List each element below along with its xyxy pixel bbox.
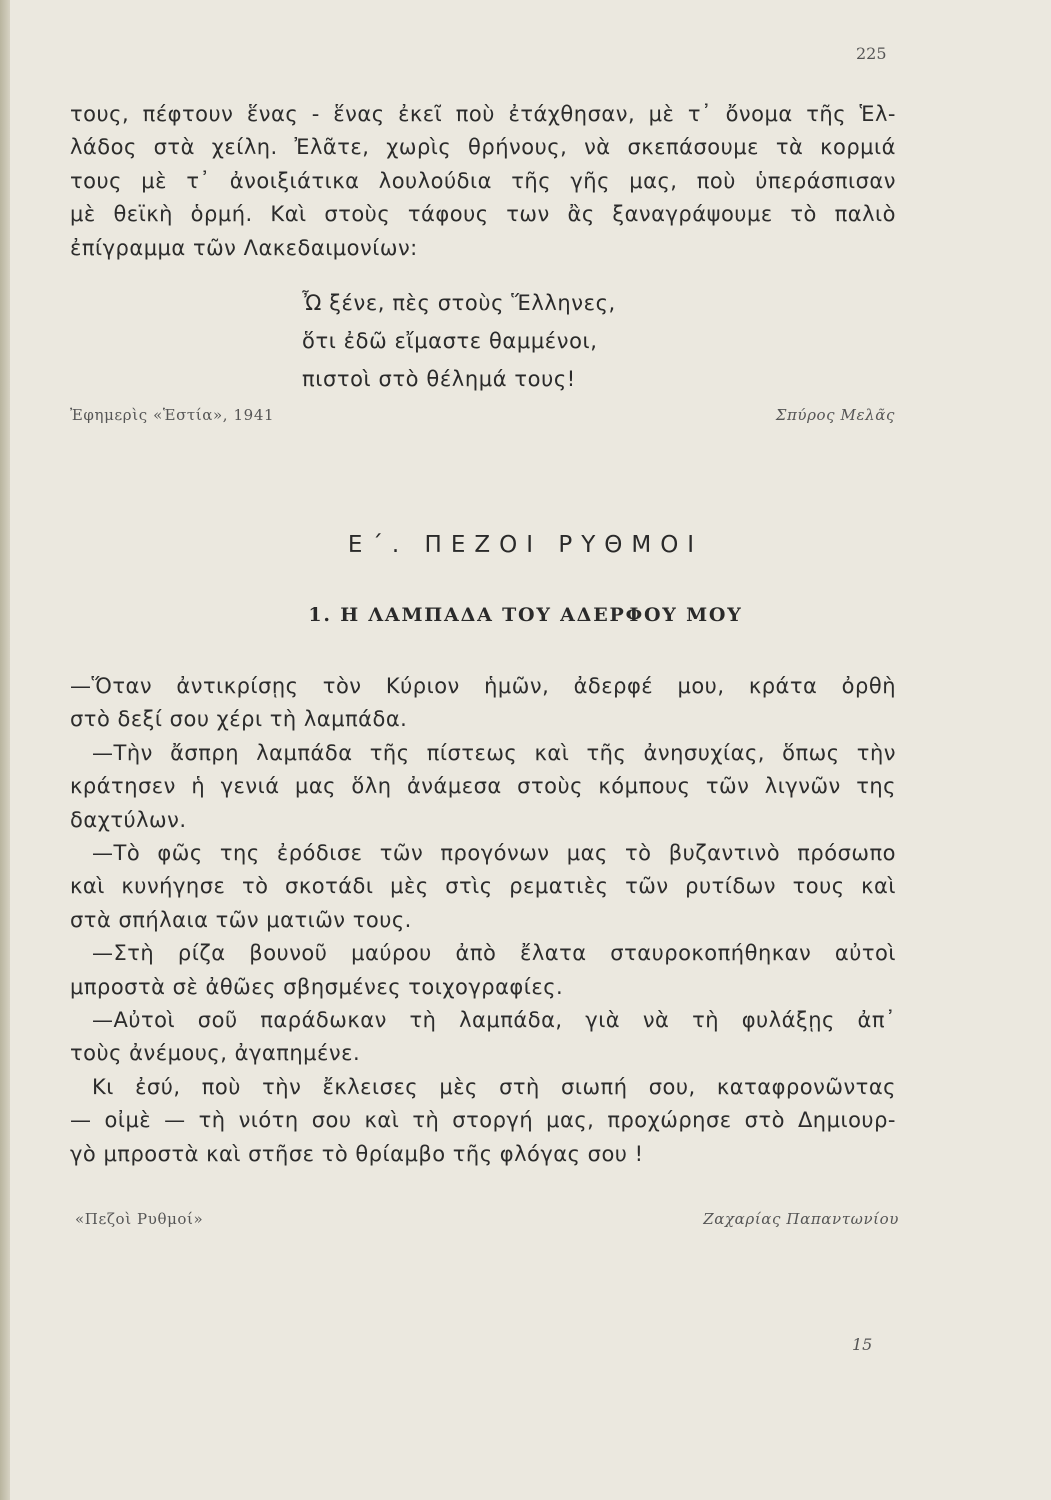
text-line: τους μὲ τ᾽ ἀνοιξιάτικα λουλούδια τῆς γῆς μας, ποὺ ὑπεράσπισαν — [70, 168, 896, 193]
text-line: δαχτύλων. — [70, 807, 187, 832]
text-line: ἐπίγραμμα τῶν Λακεδαιμονίων: — [70, 235, 418, 260]
footer-page-number: 15 — [852, 1335, 873, 1354]
text-line: Κι ἐσύ, ποὺ τὴν ἔκλεισες μὲς στὴ σιωπή σου, καταφρονῶντας — [92, 1074, 896, 1099]
text-line: λάδος στὰ χείλη. Ἐλᾶτε, χωρὶς θρήνους, νὰ σκεπάσουμε τὰ κορμιά — [70, 135, 896, 160]
section-heading: Ε΄. ΠΕΖΟΙ ΡΥΘΜΟΙ — [347, 532, 704, 558]
text-line: τους, πέφτουν ἕνας - ἕνας ἐκεῖ ποὺ ἐτάχθησαν, μὲ τ᾽ ὄνομα τῆς Ἑλ- — [70, 102, 896, 126]
text-line: καὶ κυνήγησε τὸ σκοτάδι μὲς στὶς ρεματιὲς τῶν ρυτίδων τους καὶ — [70, 874, 896, 899]
text-line: στὰ σπήλαια τῶν ματιῶν τους. — [70, 907, 412, 932]
text-line: κράτησεν ἡ γενιά μας ὅλη ἀνάμεσα στοὺς κόμπους τῶν λιγνῶν της — [70, 774, 896, 799]
text-line: —Αὐτοὶ σοῦ παράδωκαν τὴ λαμπάδα, γιὰ νὰ τὴ φυλάξῃς ἀπ᾽ — [92, 1008, 896, 1033]
text-line: μπροστὰ σὲ ἀθῶες σβησμένες τοιχογραφίες. — [70, 974, 564, 999]
epigram-line: πιστοὶ στὸ θέλημά τους! — [302, 367, 576, 391]
source-author: Σπύρος Μελᾶς — [775, 406, 895, 424]
source-newspaper: Ἐφημερὶς «Ἑστία», 1941 — [70, 406, 275, 424]
epigram — [302, 284, 616, 398]
text-line: τοὺς ἀνέμους, ἀγαπημένε. — [70, 1041, 361, 1066]
text-line: — οἰμὲ — τὴ νιότη σου καὶ τὴ στοργή μας, προχώρησε στὸ Δημιουρ- — [70, 1108, 896, 1133]
source-author: Ζαχαρίας Παπαντωνίου — [703, 1210, 899, 1228]
page-binding-edge — [0, 0, 10, 1500]
text-line: στὸ δεξί σου χέρι τὴ λαμπάδα. — [70, 707, 408, 732]
chapter-title: 1. Η ΛΑΜΠΑΔΑ ΤΟΥ ΑΔΕΡΦΟΥ ΜΟΥ — [308, 604, 743, 626]
intro-paragraph — [70, 98, 896, 265]
text-line: μὲ θεϊκὴ ὁρμή. Καὶ στοὺς τάφους των ἂς ξαναγράψουμε τὸ παλιὸ — [70, 202, 896, 227]
text-line: —Ὅταν ἀντικρίσῃς τὸν Κύριον ἡμῶν, ἀδερφέ μου, κράτα ὀρθὴ — [70, 674, 896, 698]
prose-body — [70, 670, 896, 1171]
text-line: γὸ μπροστὰ καὶ στῆσε τὸ θρίαμβο τῆς φλόγας σου ! — [70, 1141, 644, 1166]
text-line: —Τὸ φῶς της ἐρόδισε τῶν προγόνων μας τὸ βυζαντινὸ πρόσωπο — [92, 841, 896, 866]
page-number: 225 — [856, 44, 887, 63]
source-book: «Πεζοὶ Ρυθμοί» — [75, 1210, 204, 1228]
epigram-line: Ὦ ξένε, πὲς στοὺς Ἕλληνες, — [302, 291, 616, 315]
text-line: —Τὴν ἄσπρη λαμπάδα τῆς πίστεως καὶ τῆς ἀνησυχίας, ὅπως τὴν — [92, 740, 896, 765]
epigram-line: ὅτι ἐδῶ εἴμαστε θαμμένοι, — [302, 329, 598, 353]
text-line: —Στὴ ρίζα βουνοῦ μαύρου ἀπὸ ἔλατα σταυροκοπήθηκαν αὐτοὶ — [92, 941, 896, 966]
